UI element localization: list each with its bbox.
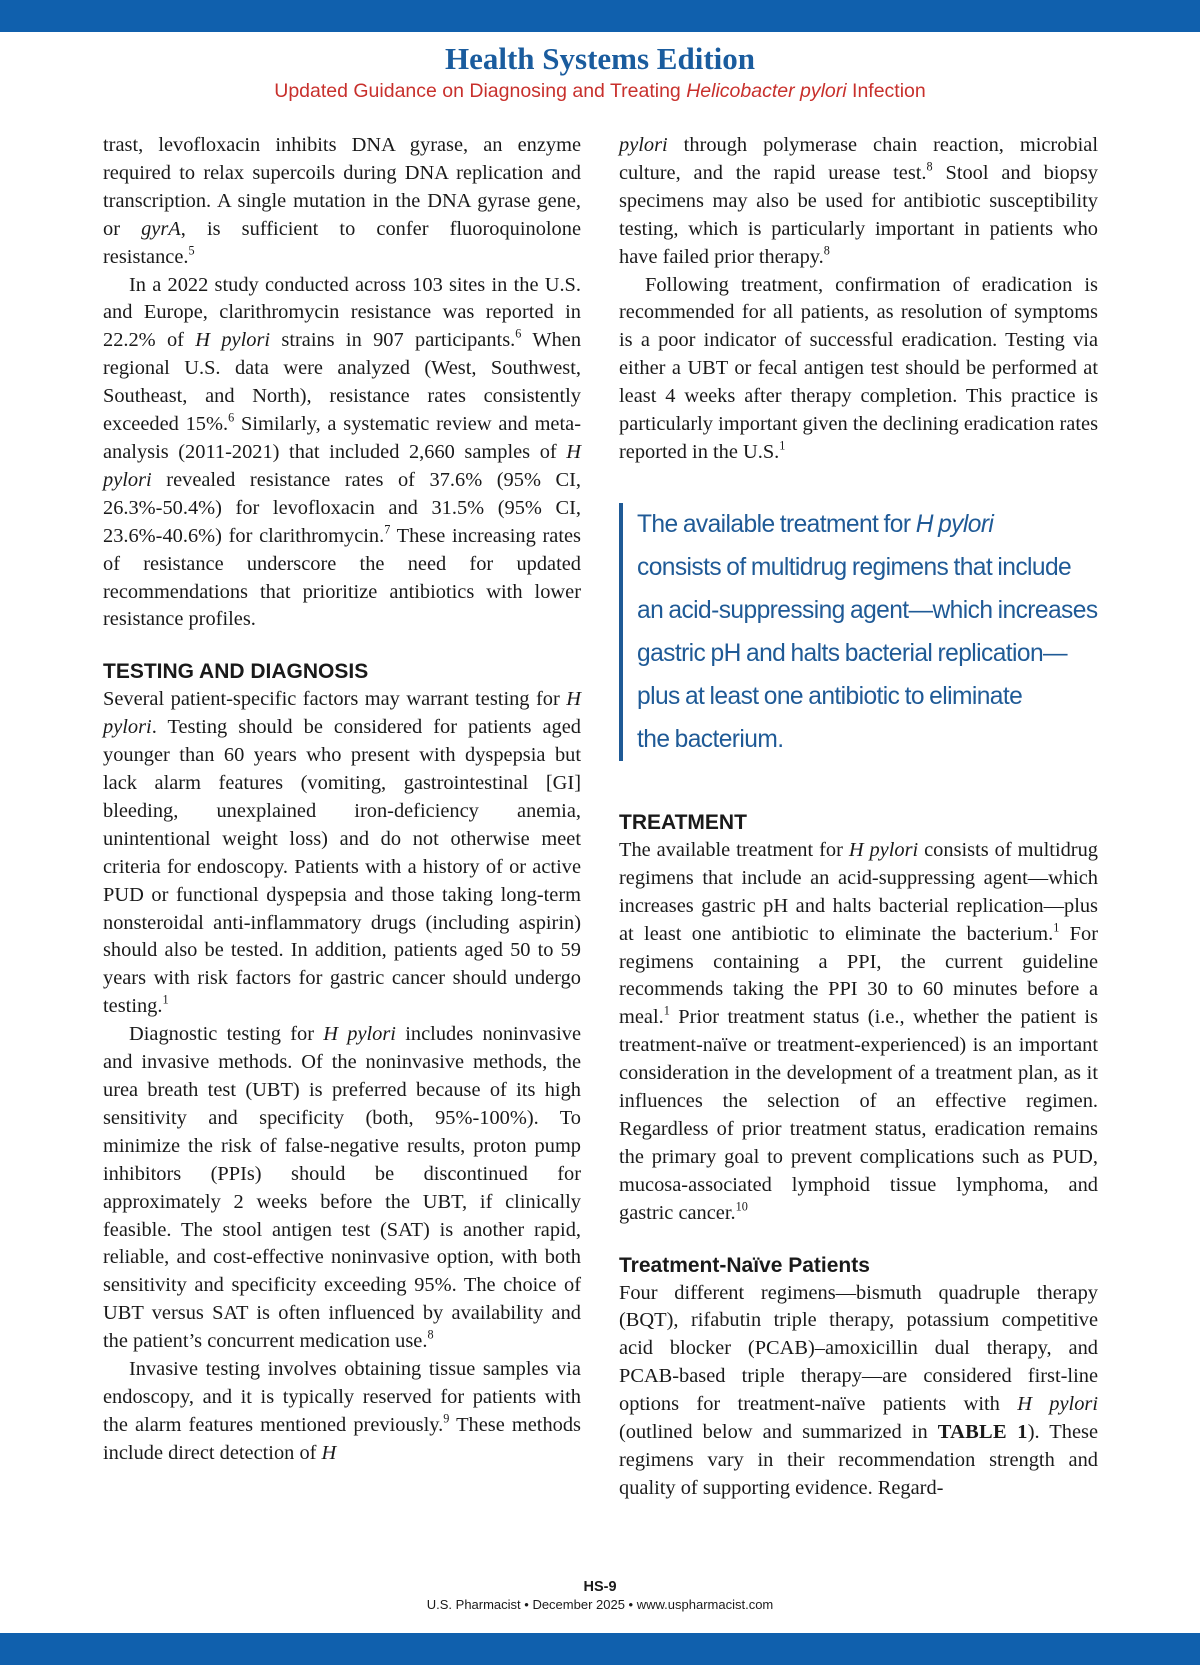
top-color-bar	[0, 0, 1200, 32]
paragraph-treatment: The available treatment for H pylori consists of multidrug regimens that include an acid-suppressing agent—which increases gastric pH and halts bacterial replication—plus at least one antibiotic to eliminate the bacterium.$^1$ For regimens containing a PPI, the current guideline recommends taking the PPI 30 to 60 minutes before a meal.$^1$ Prior treatment status (i.e., whether the patient is treatment-naïve or treatment-experienced) is an important consideration in the development of a treatment plan, as it influences the selection of an effective regimen. Regardless of prior treatment status, eradication remains the primary goal to prevent complications such as PUD, mucosa-associated lymphoid tissue lymphoma, and gastric cancer.$^{10}$	[619, 838, 1098, 1224]
heading-treatment: TREATMENT	[619, 810, 747, 834]
subtitle-text-b: Infection	[846, 80, 926, 102]
pull-quote	[619, 503, 1098, 761]
pull-quote-line: plus at least one antibiotic to eliminate	[637, 681, 1023, 710]
article-subtitle	[0, 78, 1200, 104]
paragraph-first-line-regimens: Four different regimens—bismuth quadruple therapy (BQT), rifabutin triple therapy, potassium competitive acid blocker (PCAB)–amoxicillin dual therapy, and PCAB-based triple therapy—are considered first-line options for treatment-naïve patients with H pylori (outlined below and summarized in TABLE 1). These regimens vary in their recommendation strength and quality of supporting evidence. Regard-	[619, 1281, 1098, 1499]
paragraph-detection-methods: pylori through polymerase chain reaction, microbial culture, and the rapid urease test.$^8$ Stool and biopsy specimens may also be used for antibiotic susceptibility testing, which is particularly important in patients who have failed prior therapy.$^8$	[619, 134, 1098, 268]
subtitle-italic: Helicobacter pylori	[686, 80, 847, 102]
pull-quote-line: The available treatment for H pylori	[637, 509, 994, 538]
paragraph-diagnostic-methods: Diagnostic testing for H pylori includes noninvasive and invasive methods. Of the noninvasive methods, the urea breath test (UBT) is preferred because of its high sensitivity and specificity (both, 95%-100%). To minimize the risk of false-negative results, proton pump inhibitors (PPIs) should be discontinued for approximately 2 weeks before the UBT, if clinically feasible. The stool antigen test (SAT) is another rapid, reliable, and cost-effective noninvasive option, with both sensitivity and specificity exceeding 95%. The choice of UBT versus SAT is often influenced by availability and the patient’s concurrent medication use.$^8$	[103, 1023, 581, 1353]
subtitle-text-a: Updated Guidance on Diagnosing and Treating	[274, 80, 687, 102]
pull-quote-line: an acid-suppressing agent—which increases	[637, 595, 1098, 624]
pull-quote-line: the bacterium.	[637, 724, 784, 753]
bottom-color-bar	[0, 1633, 1200, 1665]
right-column	[619, 132, 1098, 1503]
page-number: HS-9	[583, 1579, 617, 1595]
pull-quote-line: consists of multidrug regimens that include	[637, 552, 1072, 581]
heading-testing-and-diagnosis: TESTING AND DIAGNOSIS	[103, 660, 369, 684]
pull-quote-line: gastric pH and halts bacterial replication—	[637, 638, 1068, 667]
paragraph-gyrase: trast, levofloxacin inhibits DNA gyrase, an enzyme required to relax supercoils during DNA replication and transcription. A single mutation in the DNA gyrase gene, or gyrA, is sufficient to confer fluoroquinolone resistance.$^5$	[103, 134, 581, 268]
paragraph-invasive-testing: Invasive testing involves obtaining tissue samples via endoscopy, and it is typically reserved for patients with the alarm features mentioned previously.$^9$ These methods include direct detection of H	[103, 1358, 581, 1464]
page-header	[0, 40, 1200, 104]
paragraph-testing-factors: Several patient-specific factors may warrant testing for H pylori. Testing should be considered for patients aged younger than 60 years who present with dyspepsia but lack alarm features (vomiting, gastrointestinal [GI] bleeding, unexplained iron-deficiency anemia, unintentional weight loss) and do not otherwise meet criteria for endoscopy. Patients with a history of or active PUD or functional dyspepsia and those taking long-term nonsteroidal anti-inflammatory drugs (including aspirin) should also be tested. In addition, patients aged 50 to 59 years with risk factors for gastric cancer should undergo testing.$^1$	[103, 688, 581, 1018]
page-footer	[0, 1578, 1200, 1614]
heading-treatment-naive-patients: Treatment-Naïve Patients	[619, 1253, 870, 1277]
left-column	[103, 132, 581, 1468]
paragraph-confirmation-eradication: Following treatment, confirmation of eradication is recommended for all patients, as resolution of symptoms is a poor indicator of successful eradication. Testing via either a UBT or fecal antigen test should be performed at least 4 weeks after therapy completion. This practice is particularly important given the declining eradication rates reported in the U.S.$^1$	[619, 273, 1099, 463]
edition-title: Health Systems Edition	[444, 41, 756, 76]
publication-line: U.S. Pharmacist • December 2025 • www.uspharmacist.com	[426, 1597, 774, 1612]
table-reference: TABLE 1	[937, 1421, 1028, 1444]
paragraph-resistance-study: In a 2022 study conducted across 103 sites in the U.S. and Europe, clarithromycin resistance was reported in 22.2% of H pylori strains in 907 participants.$^6$ When regional U.S. data were analyzed (West, Southwest, Southeast, and North), resistance rates consistently exceeded 15%.$^6$ Similarly, a systematic review and meta-analysis (2011-2021) that included 2,660 samples of H pylori revealed resistance rates of 37.6% (95% CI, 26.3%-50.4%) for levofloxacin and 31.5% (95% CI, 23.6%-40.6%) for clarithromycin.$^7$ These increasing rates of resistance underscore the need for updated recommendations that prioritize antibiotics with lower resistance profiles.	[103, 273, 582, 631]
